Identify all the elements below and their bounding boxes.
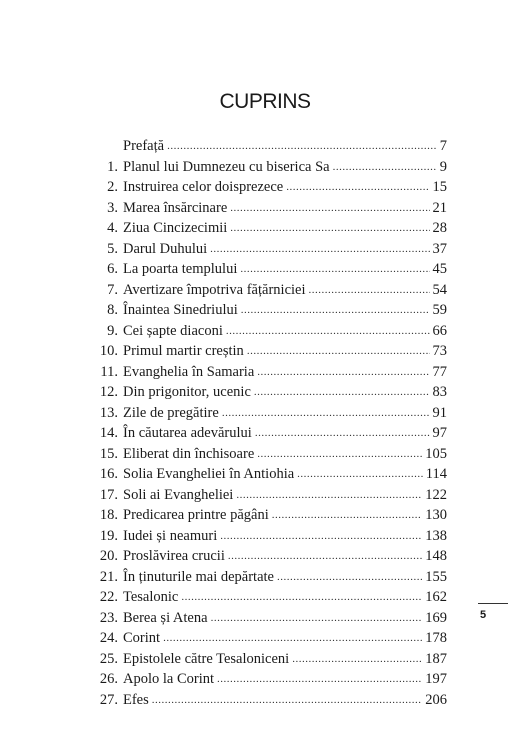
dot-leader bbox=[297, 464, 423, 478]
dot-leader bbox=[257, 444, 422, 458]
toc-entry-number: 19. bbox=[99, 527, 118, 544]
toc-entry bbox=[92, 423, 447, 444]
toc-entry-title: Predicarea printre păgâni bbox=[123, 507, 269, 523]
toc-entry-title: Proslăvirea crucii bbox=[123, 548, 225, 564]
dot-leader bbox=[230, 198, 429, 212]
toc-entry bbox=[92, 300, 447, 321]
toc-entry-page: 28 bbox=[432, 220, 447, 236]
toc-entry-number: 27. bbox=[99, 691, 118, 708]
dot-leader bbox=[247, 341, 430, 355]
toc-entry-number: 9. bbox=[107, 322, 118, 339]
toc-entry bbox=[92, 362, 447, 383]
toc-entry-number: 13. bbox=[99, 404, 118, 421]
toc-entry-page: 197 bbox=[425, 671, 447, 687]
toc-entry bbox=[92, 628, 447, 649]
toc-entry-title: Evanghelia în Samaria bbox=[123, 363, 255, 380]
toc-entry bbox=[92, 157, 447, 178]
toc-entry-title: Cei șapte diaconi bbox=[123, 322, 223, 339]
toc-entry-title: Ziua Cincizecimii bbox=[123, 220, 228, 236]
dot-leader bbox=[163, 628, 422, 642]
dot-leader bbox=[309, 280, 430, 294]
toc-entry bbox=[92, 444, 447, 465]
dot-leader bbox=[240, 259, 429, 273]
toc-entry-title: Soli ai Evangheliei bbox=[123, 486, 234, 503]
page-number: 5 bbox=[480, 609, 487, 621]
toc-entry-page: 187 bbox=[425, 650, 447, 667]
toc-entry-number: 16. bbox=[99, 466, 118, 482]
toc-entry bbox=[92, 690, 447, 711]
toc-entry-number: 18. bbox=[99, 507, 118, 523]
toc-entry-number: 2. bbox=[107, 179, 118, 195]
dot-leader bbox=[230, 218, 429, 232]
toc-entry bbox=[92, 321, 447, 342]
dot-leader bbox=[211, 608, 423, 622]
toc-entry-number: 21. bbox=[99, 568, 118, 585]
toc-entry bbox=[92, 608, 447, 629]
toc-entry-title: Darul Duhului bbox=[123, 240, 208, 257]
toc-entry-page: 97 bbox=[432, 425, 447, 441]
toc-entry bbox=[92, 505, 447, 526]
toc-entry-title: Iudei și neamuri bbox=[123, 527, 218, 544]
toc-entry-title: Instruirea celor doisprezece bbox=[123, 179, 284, 195]
dot-leader bbox=[152, 690, 422, 704]
toc-entry-title: Avertizare împotriva fățărniciei bbox=[123, 281, 306, 298]
dot-leader bbox=[241, 300, 430, 314]
toc-entry-page: 54 bbox=[432, 281, 447, 298]
toc-entry-page: 73 bbox=[432, 343, 447, 359]
toc-entry-title: Tesalonic bbox=[123, 589, 179, 605]
toc-entry bbox=[92, 403, 447, 424]
toc-entry bbox=[92, 136, 447, 157]
toc-entry-title: Prefață bbox=[123, 138, 165, 154]
toc-entry-number: 25. bbox=[99, 650, 118, 667]
dot-leader bbox=[181, 587, 422, 601]
toc-entry bbox=[92, 198, 447, 219]
toc-entry-page: 9 bbox=[439, 158, 447, 175]
toc-entry-number: 26. bbox=[99, 671, 118, 687]
toc-entry-number: 11. bbox=[100, 363, 118, 380]
toc-entry-title: Din prigonitor, ucenic bbox=[123, 384, 251, 400]
toc-entry-number: 14. bbox=[99, 425, 118, 441]
toc-entry-page: 178 bbox=[425, 630, 447, 646]
toc-entry-page: 206 bbox=[425, 691, 447, 708]
toc-entry-page: 148 bbox=[425, 548, 447, 564]
toc-entry-page: 105 bbox=[425, 445, 447, 462]
toc-entry bbox=[92, 280, 447, 301]
toc-entry-number: 23. bbox=[99, 609, 118, 626]
dot-leader bbox=[222, 403, 430, 417]
toc-entry-title: Epistolele către Tesaloniceni bbox=[123, 650, 290, 667]
toc-entry-page: 7 bbox=[439, 138, 447, 154]
toc-entry-page: 77 bbox=[432, 363, 447, 380]
toc-entry-number: 24. bbox=[99, 630, 118, 646]
dot-leader bbox=[254, 382, 430, 396]
toc-entry-page: 21 bbox=[432, 199, 447, 216]
toc-entry-number: 4. bbox=[107, 220, 118, 236]
toc-entry-title: Apolo la Corint bbox=[123, 671, 215, 687]
toc-entry-page: 45 bbox=[432, 261, 447, 277]
toc-entry-title: Solia Evangheliei în Antiohia bbox=[123, 466, 295, 482]
toc-entry-number: 6. bbox=[107, 261, 118, 277]
toc-entry-number: 22. bbox=[99, 589, 118, 605]
toc-entry-title: La poarta templului bbox=[123, 261, 238, 277]
toc-entry-page: 15 bbox=[432, 179, 447, 195]
toc-entry-title: În căutarea adevărului bbox=[123, 425, 252, 441]
toc-entry-title: Zile de pregătire bbox=[123, 404, 219, 421]
toc-entry-number: 10. bbox=[99, 343, 118, 359]
toc-entry-number: 1. bbox=[107, 158, 118, 175]
dot-leader bbox=[333, 157, 437, 171]
toc-entry-page: 138 bbox=[425, 527, 447, 544]
toc-entry-title: Berea și Atena bbox=[123, 609, 208, 626]
toc-entry bbox=[92, 649, 447, 670]
dot-leader bbox=[286, 177, 429, 191]
table-of-contents bbox=[92, 136, 447, 710]
dot-leader bbox=[277, 567, 422, 581]
toc-entry bbox=[92, 382, 447, 403]
toc-entry bbox=[92, 239, 447, 260]
dot-leader bbox=[217, 669, 422, 683]
toc-entry bbox=[92, 464, 447, 485]
toc-entry-number: 3. bbox=[107, 199, 118, 216]
toc-entry-number: 12. bbox=[99, 384, 118, 400]
toc-entry-number: 15. bbox=[99, 445, 118, 462]
toc-entry bbox=[92, 567, 447, 588]
toc-entry-title: Efes bbox=[123, 691, 149, 708]
toc-entry bbox=[92, 341, 447, 362]
folio-rule bbox=[478, 603, 508, 604]
dot-leader bbox=[167, 136, 437, 150]
toc-entry-page: 155 bbox=[425, 568, 447, 585]
toc-entry-page: 130 bbox=[425, 507, 447, 523]
toc-entry-page: 66 bbox=[432, 322, 447, 339]
dot-leader bbox=[257, 362, 429, 376]
dot-leader bbox=[220, 526, 422, 540]
toc-entry-page: 122 bbox=[425, 486, 447, 503]
toc-entry bbox=[92, 259, 447, 280]
toc-entry bbox=[92, 669, 447, 690]
toc-entry bbox=[92, 546, 447, 567]
toc-entry-title: Planul lui Dumnezeu cu biserica Sa bbox=[123, 158, 330, 175]
dot-leader bbox=[272, 505, 423, 519]
toc-entry-title: Eliberat din închisoare bbox=[123, 445, 255, 462]
toc-entry-page: 169 bbox=[425, 609, 447, 626]
dot-leader bbox=[228, 546, 422, 560]
toc-entry-number: 8. bbox=[107, 302, 118, 318]
toc-entry bbox=[92, 526, 447, 547]
dot-leader bbox=[292, 649, 422, 663]
toc-entry-page: 83 bbox=[432, 384, 447, 400]
toc-entry-title: Corint bbox=[123, 630, 161, 646]
toc-entry-number: 5. bbox=[107, 240, 118, 257]
toc-entry-page: 37 bbox=[432, 240, 447, 257]
toc-entry-page: 114 bbox=[425, 466, 447, 482]
toc-entry-page: 162 bbox=[425, 589, 447, 605]
dot-leader bbox=[236, 485, 422, 499]
toc-entry-page: 91 bbox=[432, 404, 447, 421]
dot-leader bbox=[226, 321, 430, 335]
toc-entry bbox=[92, 587, 447, 608]
toc-entry-title: În ținuturile mai depărtate bbox=[123, 568, 274, 585]
toc-entry-title: Marea însărcinare bbox=[123, 199, 228, 216]
page-title: CUPRINS bbox=[219, 90, 311, 113]
toc-entry-number: 7. bbox=[107, 281, 118, 298]
toc-entry-number: 20. bbox=[99, 548, 118, 564]
toc-entry bbox=[92, 218, 447, 239]
toc-entry-title: Primul martir creștin bbox=[123, 343, 244, 359]
toc-entry bbox=[92, 177, 447, 198]
toc-entry bbox=[92, 485, 447, 506]
toc-entry-number: 17. bbox=[99, 486, 118, 503]
toc-entry-page: 59 bbox=[432, 302, 447, 318]
dot-leader bbox=[255, 423, 430, 437]
toc-entry-title: Înaintea Sinedriului bbox=[123, 302, 238, 318]
dot-leader bbox=[210, 239, 429, 253]
